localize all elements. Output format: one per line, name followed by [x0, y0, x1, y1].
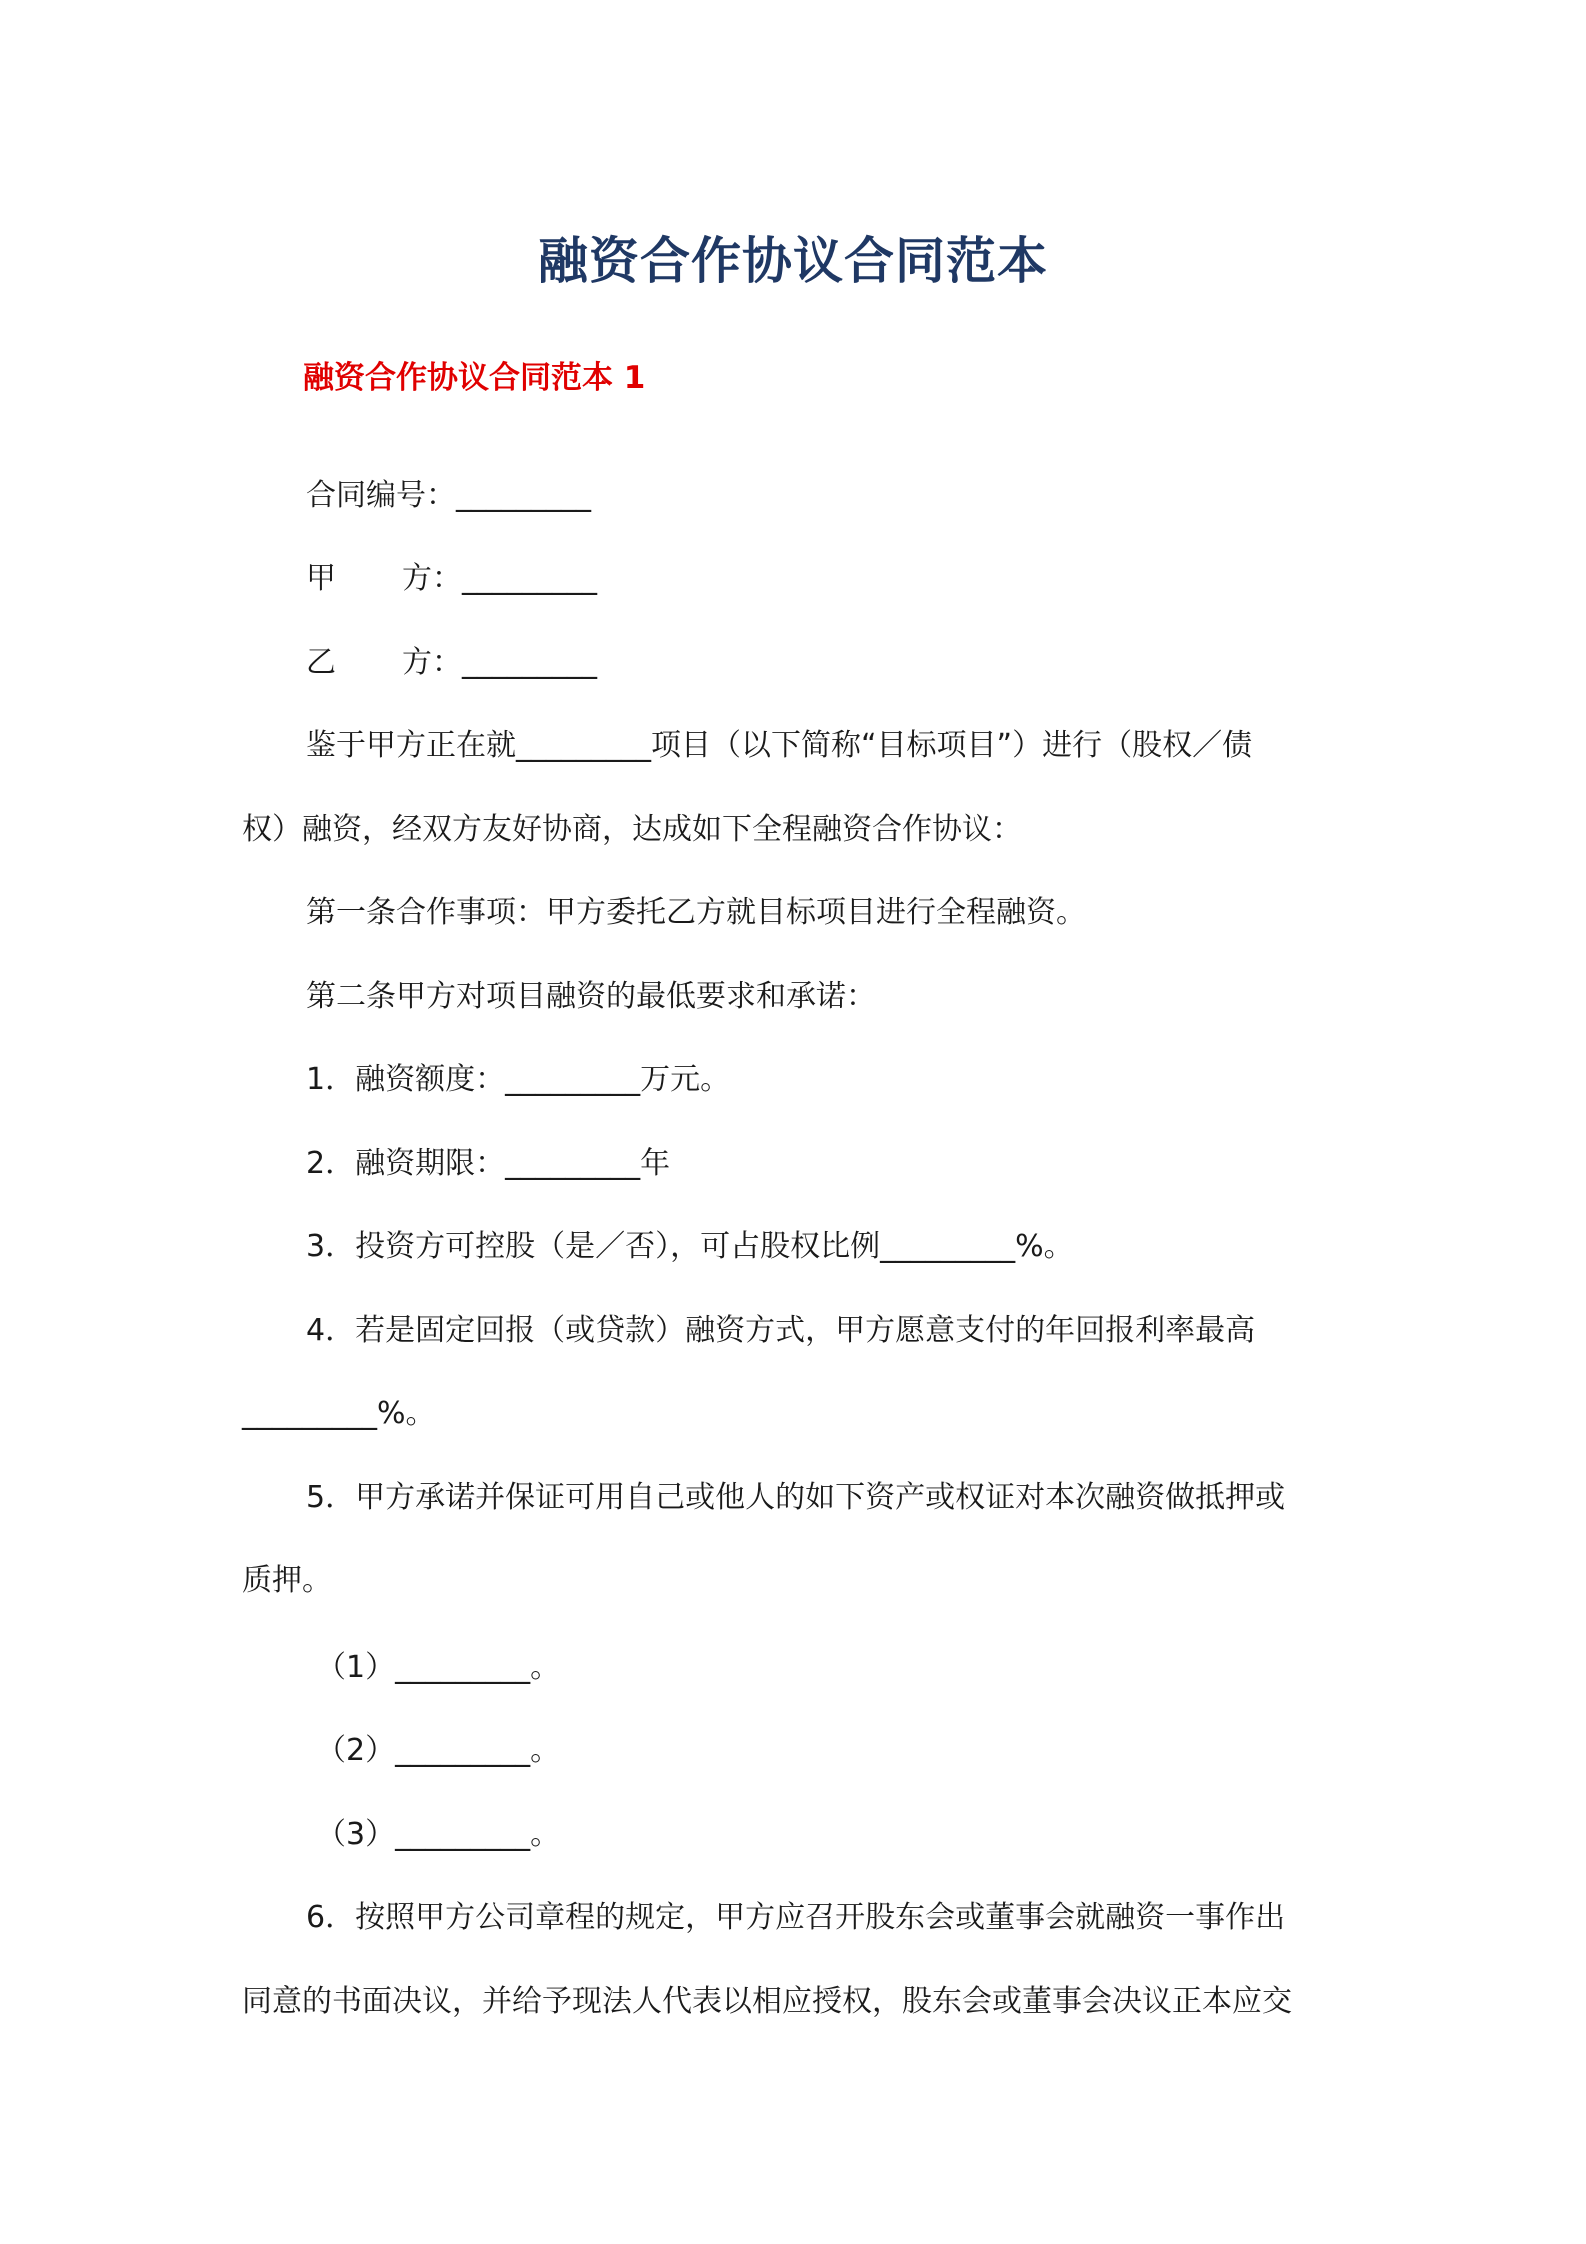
item-6-line-1: 6．按照甲方公司章程的规定，甲方应召开股东会或董事会就融资一事作出 [306, 1900, 1286, 1935]
party-b-field: 方：_________ [402, 645, 597, 680]
item-5-line-1: 5．甲方承诺并保证可用自己或他人的如下资产或权证对本次融资做抵押或 [306, 1480, 1286, 1515]
party-b-label: 乙 [306, 645, 336, 680]
item-5-line-2: 质押。 [242, 1563, 332, 1598]
item-4-line-1: 4．若是固定回报（或贷款）融资方式，甲方愿意支付的年回报利率最高 [306, 1313, 1256, 1348]
party-b-line [306, 641, 597, 685]
item-4-line-2: _________%。 [242, 1396, 436, 1431]
sub-item-2: （2）_________。 [316, 1733, 561, 1768]
party-a-line [306, 557, 597, 601]
section-heading: 融资合作协议合同范本 1 [303, 360, 646, 396]
preamble-line-1: 鉴于甲方正在就_________项目（以下简称“目标项目”）进行（股权／债 [306, 728, 1253, 763]
item-6-line-2: 同意的书面决议，并给予现法人代表以相应授权，股东会或董事会决议正本应交 [242, 1984, 1292, 2019]
article-2: 第二条甲方对项目融资的最低要求和承诺： [306, 979, 876, 1014]
sub-item-3: （3）_________。 [316, 1817, 561, 1852]
party-a-label: 甲 [306, 561, 336, 596]
contract-number-line: 合同编号：_________ [306, 478, 591, 513]
item-2: 2．融资期限：_________年 [306, 1146, 671, 1181]
item-3: 3．投资方可控股（是／否），可占股权比例_________%。 [306, 1229, 1074, 1264]
item-1: 1．融资额度：_________万元。 [306, 1062, 731, 1097]
sub-item-1: （1）_________。 [316, 1650, 561, 1685]
article-1: 第一条合作事项：甲方委托乙方就目标项目进行全程融资。 [306, 895, 1086, 930]
party-a-field: 方：_________ [402, 561, 597, 596]
preamble-line-2: 权）融资，经双方友好协商，达成如下全程融资合作协议： [242, 812, 1022, 847]
document-title: 融资合作协议合同范本 [538, 232, 1048, 290]
